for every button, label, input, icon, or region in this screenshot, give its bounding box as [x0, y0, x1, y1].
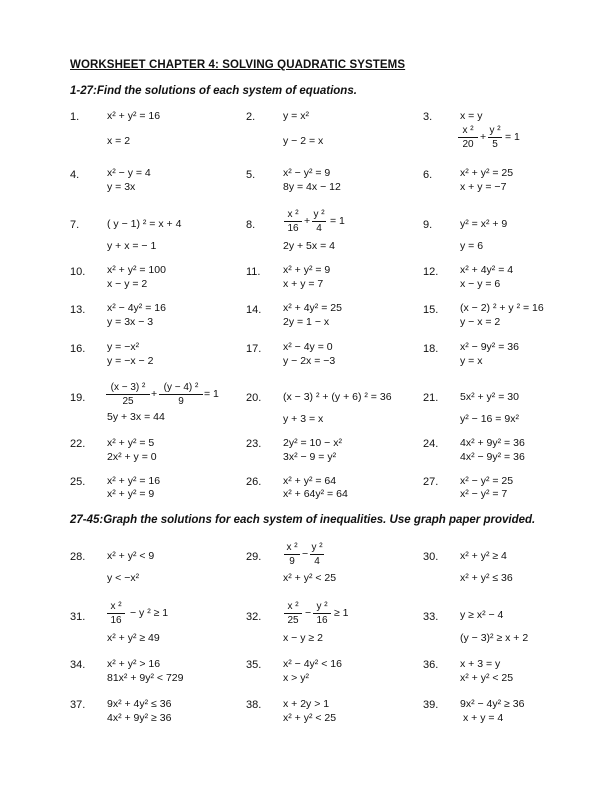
- problem-number: 26.: [246, 476, 262, 488]
- numerator: (x − 3) ²: [110, 382, 146, 393]
- equation: y² − 16 = 9x²: [460, 413, 519, 425]
- numerator: y ²: [311, 542, 323, 553]
- denominator: 25: [287, 615, 299, 626]
- equation: x² + y² = 64: [283, 475, 337, 487]
- equation: (y − 3)² ≥ x + 2: [460, 632, 529, 644]
- problem-number: 16.: [70, 343, 86, 355]
- equation: 4x² + 9y² = 36: [460, 437, 525, 449]
- equation: y² = x² + 9: [460, 218, 508, 230]
- equation: x² + y² = 9: [107, 488, 155, 500]
- equation: x² + y² = 25: [460, 167, 514, 179]
- problem-number: 38.: [246, 699, 262, 711]
- equation: x² − 4y = 0: [283, 341, 333, 353]
- problem-number: 1.: [70, 111, 80, 123]
- fraction: [284, 541, 300, 568]
- equation: 9x² − 4y² ≥ 36: [460, 698, 525, 710]
- problem-number: 4.: [70, 169, 80, 181]
- equation: 9x² + 4y² ≤ 36: [107, 698, 172, 710]
- equation: 4x² − 9y² = 36: [460, 451, 525, 463]
- equation: 2y² = 10 − x²: [283, 437, 342, 449]
- problem-number: 33.: [423, 611, 439, 623]
- problem-number: 37.: [70, 699, 86, 711]
- fraction: [458, 124, 478, 151]
- numerator: (y − 4) ²: [163, 382, 199, 393]
- denominator: 9: [178, 396, 184, 407]
- problem-number: 27.: [423, 476, 439, 488]
- problem-number: 23.: [246, 438, 262, 450]
- equation: y = 3x: [107, 181, 136, 193]
- equation: x² + y² < 25: [283, 712, 337, 724]
- equation: y = x: [460, 355, 483, 367]
- denominator: 4: [316, 223, 322, 234]
- equation: x > y²: [283, 672, 309, 684]
- equation: x = y: [460, 110, 483, 122]
- equation: x² − 9y² = 36: [460, 341, 519, 353]
- denominator: 5: [492, 139, 498, 150]
- problem-number: 17.: [246, 343, 262, 355]
- problem-number: 3.: [423, 111, 433, 123]
- operator: +: [151, 388, 158, 400]
- problem-number: 20.: [246, 392, 262, 404]
- equation: y = 3x − 3: [107, 316, 154, 328]
- equation: x² + 4y² = 25: [283, 302, 342, 314]
- equation: (x − 3) ² + (y + 6) ² = 36: [283, 391, 392, 403]
- equation-rest: ≥ 1: [334, 607, 349, 619]
- numerator: y ²: [489, 125, 501, 136]
- equation: y − 2x = −3: [283, 355, 336, 367]
- equation: x + y = 7: [283, 278, 324, 290]
- fraction: [284, 600, 302, 627]
- equation: x² − y = 4: [107, 167, 151, 179]
- fraction: [313, 600, 331, 627]
- equation: x² − y² = 9: [283, 167, 331, 179]
- section-heading-inequalities: 27-45:Graph the solutions for each system of inequalities. Use graph paper provided.: [70, 514, 536, 526]
- equation: x² + y² = 16: [107, 110, 161, 122]
- equation-rest: = 1: [204, 388, 219, 400]
- fraction: [488, 124, 502, 151]
- numerator: y ²: [316, 601, 328, 612]
- equation: x² + y² < 25: [460, 672, 514, 684]
- equation: x² + y² = 16: [107, 475, 161, 487]
- equation: x² + y² ≥ 4: [460, 550, 507, 562]
- equation: x² − 4y² = 16: [107, 302, 166, 314]
- equation: x − y ≥ 2: [283, 632, 323, 644]
- problem-number: 31.: [70, 611, 86, 623]
- numerator: x ²: [287, 601, 299, 612]
- fraction: [159, 381, 203, 408]
- equation: x² + y² < 9: [107, 550, 155, 562]
- equation: 2x² + y = 0: [107, 451, 157, 463]
- denominator: 4: [314, 556, 320, 567]
- equation: x² + y² = 9: [283, 264, 331, 276]
- equation: y ≥ x² − 4: [460, 609, 504, 621]
- problem-number: 15.: [423, 304, 439, 316]
- problem-number: 9.: [423, 219, 433, 231]
- section-heading-equations: 1-27:Find the solutions of each system of equations.: [70, 85, 357, 97]
- equation: 2y + 5x = 4: [283, 240, 335, 252]
- fraction: [310, 541, 324, 568]
- equation: ( y − 1) ² = x + 4: [107, 218, 182, 230]
- problem-number: 21.: [423, 392, 439, 404]
- equation: x² − y² = 7: [460, 488, 508, 500]
- problem-number: 2.: [246, 111, 256, 123]
- equation: x² + y² ≥ 49: [107, 632, 160, 644]
- numerator: x ²: [286, 542, 298, 553]
- worksheet-title: WORKSHEET CHAPTER 4: SOLVING QUADRATIC SYSTEMS: [70, 59, 406, 71]
- problem-number: 19.: [70, 392, 86, 404]
- problem-number: 13.: [70, 304, 86, 316]
- numerator: y ²: [313, 209, 325, 220]
- problem-number: 29.: [246, 551, 262, 563]
- equation: x + 3 = y: [460, 658, 501, 670]
- fraction: [312, 208, 326, 235]
- equation-rest: − y ² ≥ 1: [130, 607, 169, 619]
- problem-number: 25.: [70, 476, 86, 488]
- problem-number: 11.: [246, 266, 261, 278]
- equation: x² + 4y² = 4: [460, 264, 514, 276]
- denominator: 20: [462, 139, 474, 150]
- problem-number: 8.: [246, 219, 256, 231]
- equation: 81x² + 9y² < 729: [107, 672, 184, 684]
- equation-rest: = 1: [505, 131, 520, 143]
- equation-rest: = 1: [330, 215, 345, 227]
- equation: y = x²: [283, 110, 309, 122]
- equation: x² + y² = 5: [107, 437, 155, 449]
- problem-number: 36.: [423, 659, 439, 671]
- problem-number: 6.: [423, 169, 433, 181]
- fraction: [106, 381, 150, 408]
- operator: −: [302, 548, 309, 560]
- equation: 2y = 1 − x: [283, 316, 330, 328]
- problem-number: 5.: [246, 169, 256, 181]
- numerator: x ²: [110, 601, 122, 612]
- equation: x − y = 6: [460, 278, 501, 290]
- equation: 8y = 4x − 12: [283, 181, 341, 193]
- denominator: 16: [110, 615, 122, 626]
- equation: x² + y² > 16: [107, 658, 161, 670]
- problem-number: 18.: [423, 343, 439, 355]
- problem-number: 28.: [70, 551, 86, 563]
- equation: x² + y² < 25: [283, 572, 337, 584]
- fraction: [284, 208, 302, 235]
- denominator: 16: [287, 223, 299, 234]
- equation: x − y = 2: [107, 278, 148, 290]
- denominator: 9: [289, 556, 295, 567]
- operator: −: [305, 607, 312, 619]
- equation: y < −x²: [107, 572, 140, 584]
- operator: +: [304, 215, 311, 227]
- equation: x² + y² = 100: [107, 264, 166, 276]
- equation: y − 2 = x: [283, 135, 324, 147]
- problem-number: 30.: [423, 551, 439, 563]
- problem-number: 32.: [246, 611, 262, 623]
- problem-number: 24.: [423, 438, 439, 450]
- problem-number: 35.: [246, 659, 262, 671]
- equation: x = 2: [107, 135, 131, 147]
- operator: +: [480, 131, 487, 143]
- equation: (x − 2) ² + y ² = 16: [460, 302, 544, 314]
- equation: 4x² + 9y² ≥ 36: [107, 712, 172, 724]
- equation: x² − 4y² < 16: [283, 658, 342, 670]
- equation: y = −x − 2: [107, 355, 154, 367]
- denominator: 25: [122, 396, 134, 407]
- problem-number: 39.: [423, 699, 439, 711]
- problem-number: 7.: [70, 219, 80, 231]
- problem-number: 22.: [70, 438, 86, 450]
- equation: x + 2y > 1: [283, 698, 330, 710]
- numerator: x ²: [462, 125, 474, 136]
- equation: 5y + 3x = 44: [107, 411, 165, 423]
- numerator: x ²: [287, 209, 299, 220]
- problem-number: 14.: [246, 304, 262, 316]
- equation: 3x² − 9 = y²: [283, 451, 337, 463]
- problem-number: 34.: [70, 659, 86, 671]
- equation: y + x = − 1: [107, 240, 157, 252]
- equation: x² + 64y² = 64: [283, 488, 348, 500]
- equation: x + y = −7: [460, 181, 507, 193]
- equation: x + y = 4: [463, 712, 504, 724]
- equation: x² + y² ≤ 36: [460, 572, 513, 584]
- problem-number: 12.: [423, 266, 439, 278]
- equation: y + 3 = x: [283, 413, 324, 425]
- equation: y − x = 2: [460, 316, 501, 328]
- denominator: 16: [316, 615, 328, 626]
- equation: x² − y² = 25: [460, 475, 514, 487]
- fraction: [107, 600, 125, 627]
- equation: 5x² + y² = 30: [460, 391, 519, 403]
- equation: y = −x²: [107, 341, 140, 353]
- equation: y = 6: [460, 240, 484, 252]
- problem-number: 10.: [70, 266, 86, 278]
